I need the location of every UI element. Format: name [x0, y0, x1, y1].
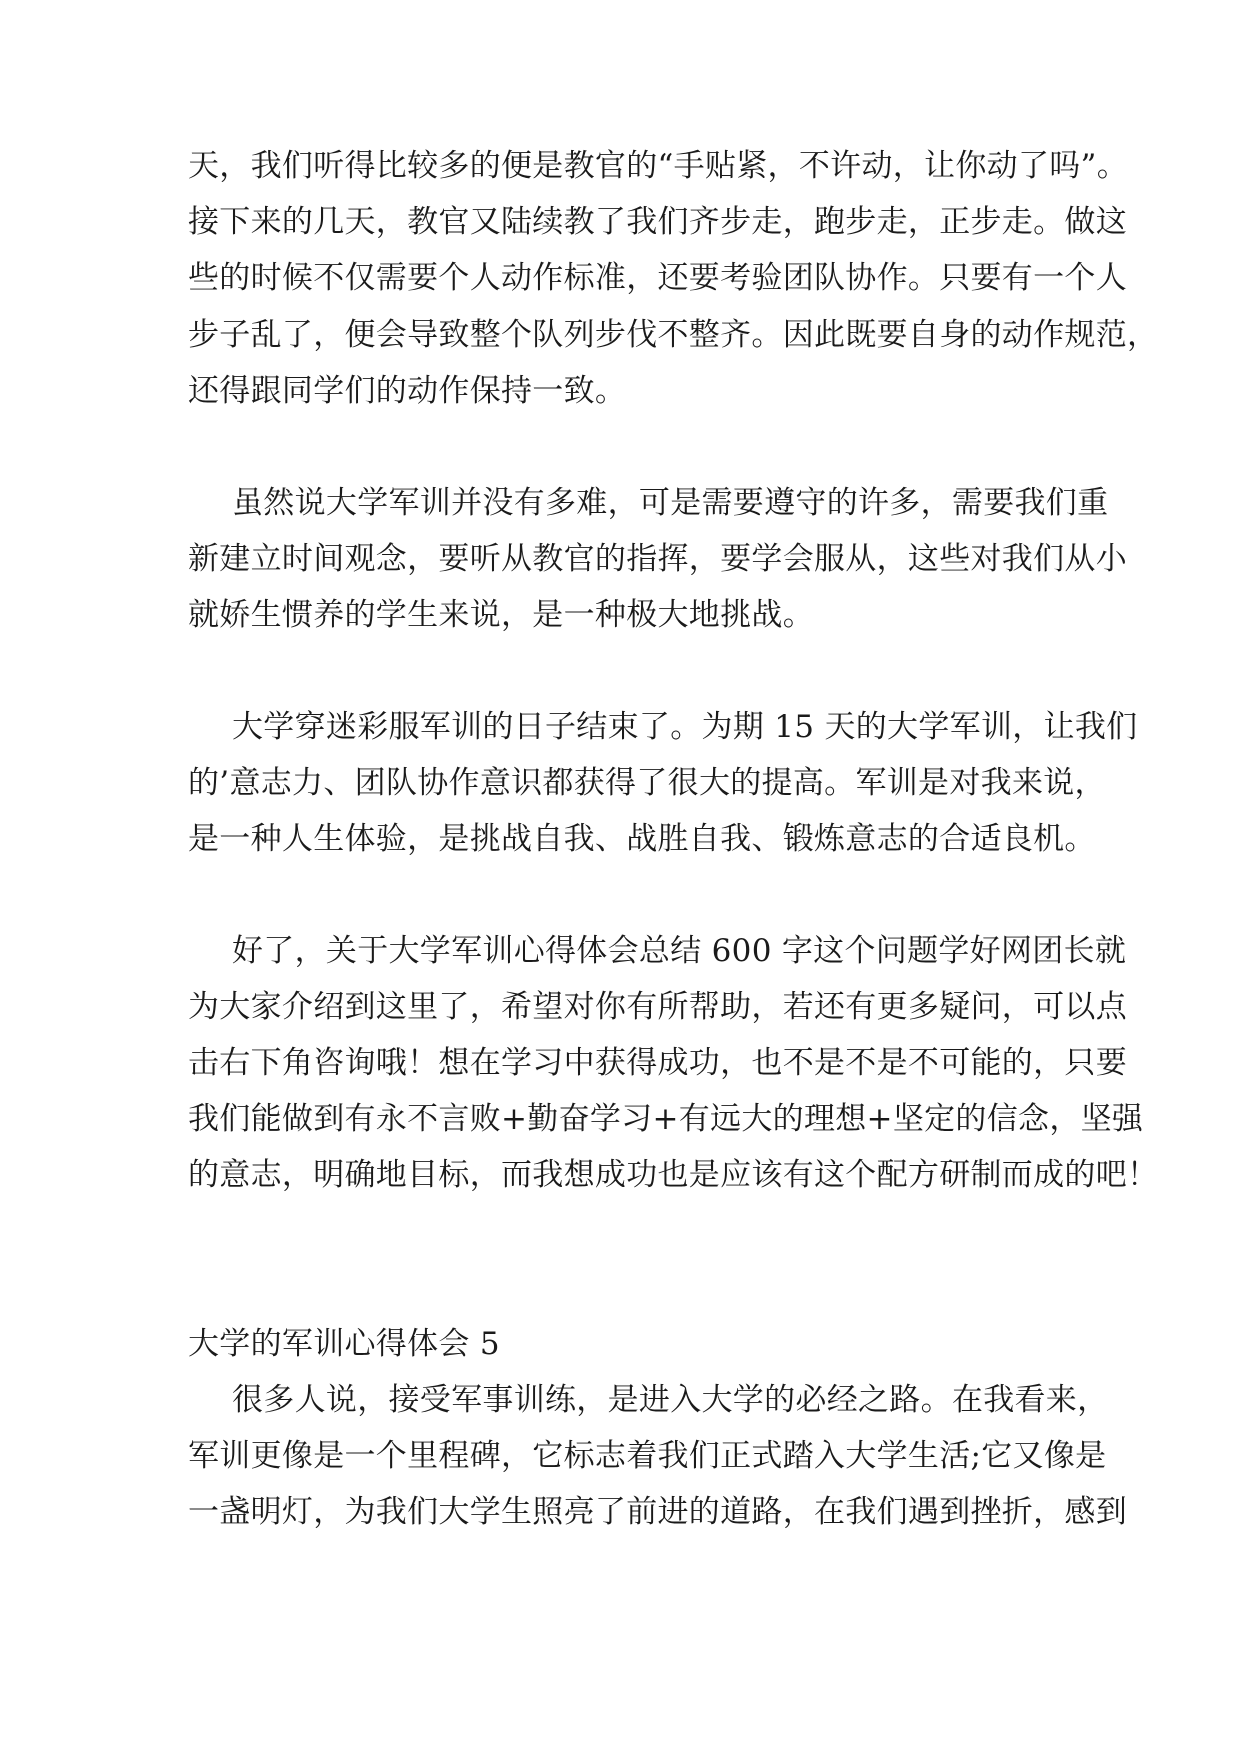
paragraph-4-line-5: 的意志，明确地目标，而我想成功也是应该有这个配方研制而成的吧！ [188, 1157, 1159, 1193]
paragraph-2-line-2: 新建立时间观念，要听从教官的指挥，要学会服从，这些对我们从小 [188, 541, 1127, 577]
section-title: 大学的军训心得体会 5 [188, 1326, 500, 1362]
paragraph-1-line-5: 还得跟同学们的动作保持一致。 [188, 373, 627, 409]
paragraph-3-line-1: 大学穿迷彩服军训的日子结束了。为期 15 天的大学军训，让我们 [232, 709, 1138, 745]
paragraph-2-line-1: 虽然说大学军训并没有多难，可是需要遵守的许多，需要我们重 [232, 485, 1109, 521]
paragraph-5-line-3: 一盏明灯，为我们大学生照亮了前进的道路，在我们遇到挫折，感到 [188, 1494, 1127, 1530]
paragraph-5-line-1: 很多人说，接受军事训练，是进入大学的必经之路。在我看来， [232, 1382, 1109, 1418]
paragraph-4-line-1: 好了，关于大学军训心得体会总结 600 字这个问题学好网团长就 [232, 933, 1127, 969]
paragraph-4-line-3: 击右下角咨询哦！想在学习中获得成功，也不是不是不可能的，只要 [188, 1045, 1127, 1081]
paragraph-3-line-3: 是一种人生体验，是挑战自我、战胜自我、锻炼意志的合适良机。 [188, 821, 1096, 857]
paragraph-1-line-1: 天，我们听得比较多的便是教官的“手贴紧，不许动，让你动了吗”。 [188, 148, 1128, 184]
paragraph-1-line-4: 步子乱了，便会导致整个队列步伐不整齐。因此既要自身的动作规范， [188, 317, 1159, 353]
paragraph-4-line-4: 我们能做到有永不言败+勤奋学习+有远大的理想+坚定的信念，坚强 [188, 1101, 1144, 1137]
paragraph-4-line-2: 为大家介绍到这里了，希望对你有所帮助，若还有更多疑问，可以点 [188, 989, 1127, 1025]
paragraph-3-line-2: 的’意志力、团队协作意识都获得了很大的提高。军训是对我来说， [188, 765, 1106, 801]
paragraph-1-line-3: 些的时候不仅需要个人动作标准，还要考验团队协作。只要有一个人 [188, 260, 1127, 296]
paragraph-2-line-3: 就娇生惯养的学生来说，是一种极大地挑战。 [188, 597, 814, 633]
paragraph-1-line-2: 接下来的几天，教官又陆续教了我们齐步走，跑步走，正步走。做这 [188, 204, 1127, 240]
paragraph-5-line-2: 军训更像是一个里程碑，它标志着我们正式踏入大学生活;它又像是 [188, 1438, 1107, 1474]
